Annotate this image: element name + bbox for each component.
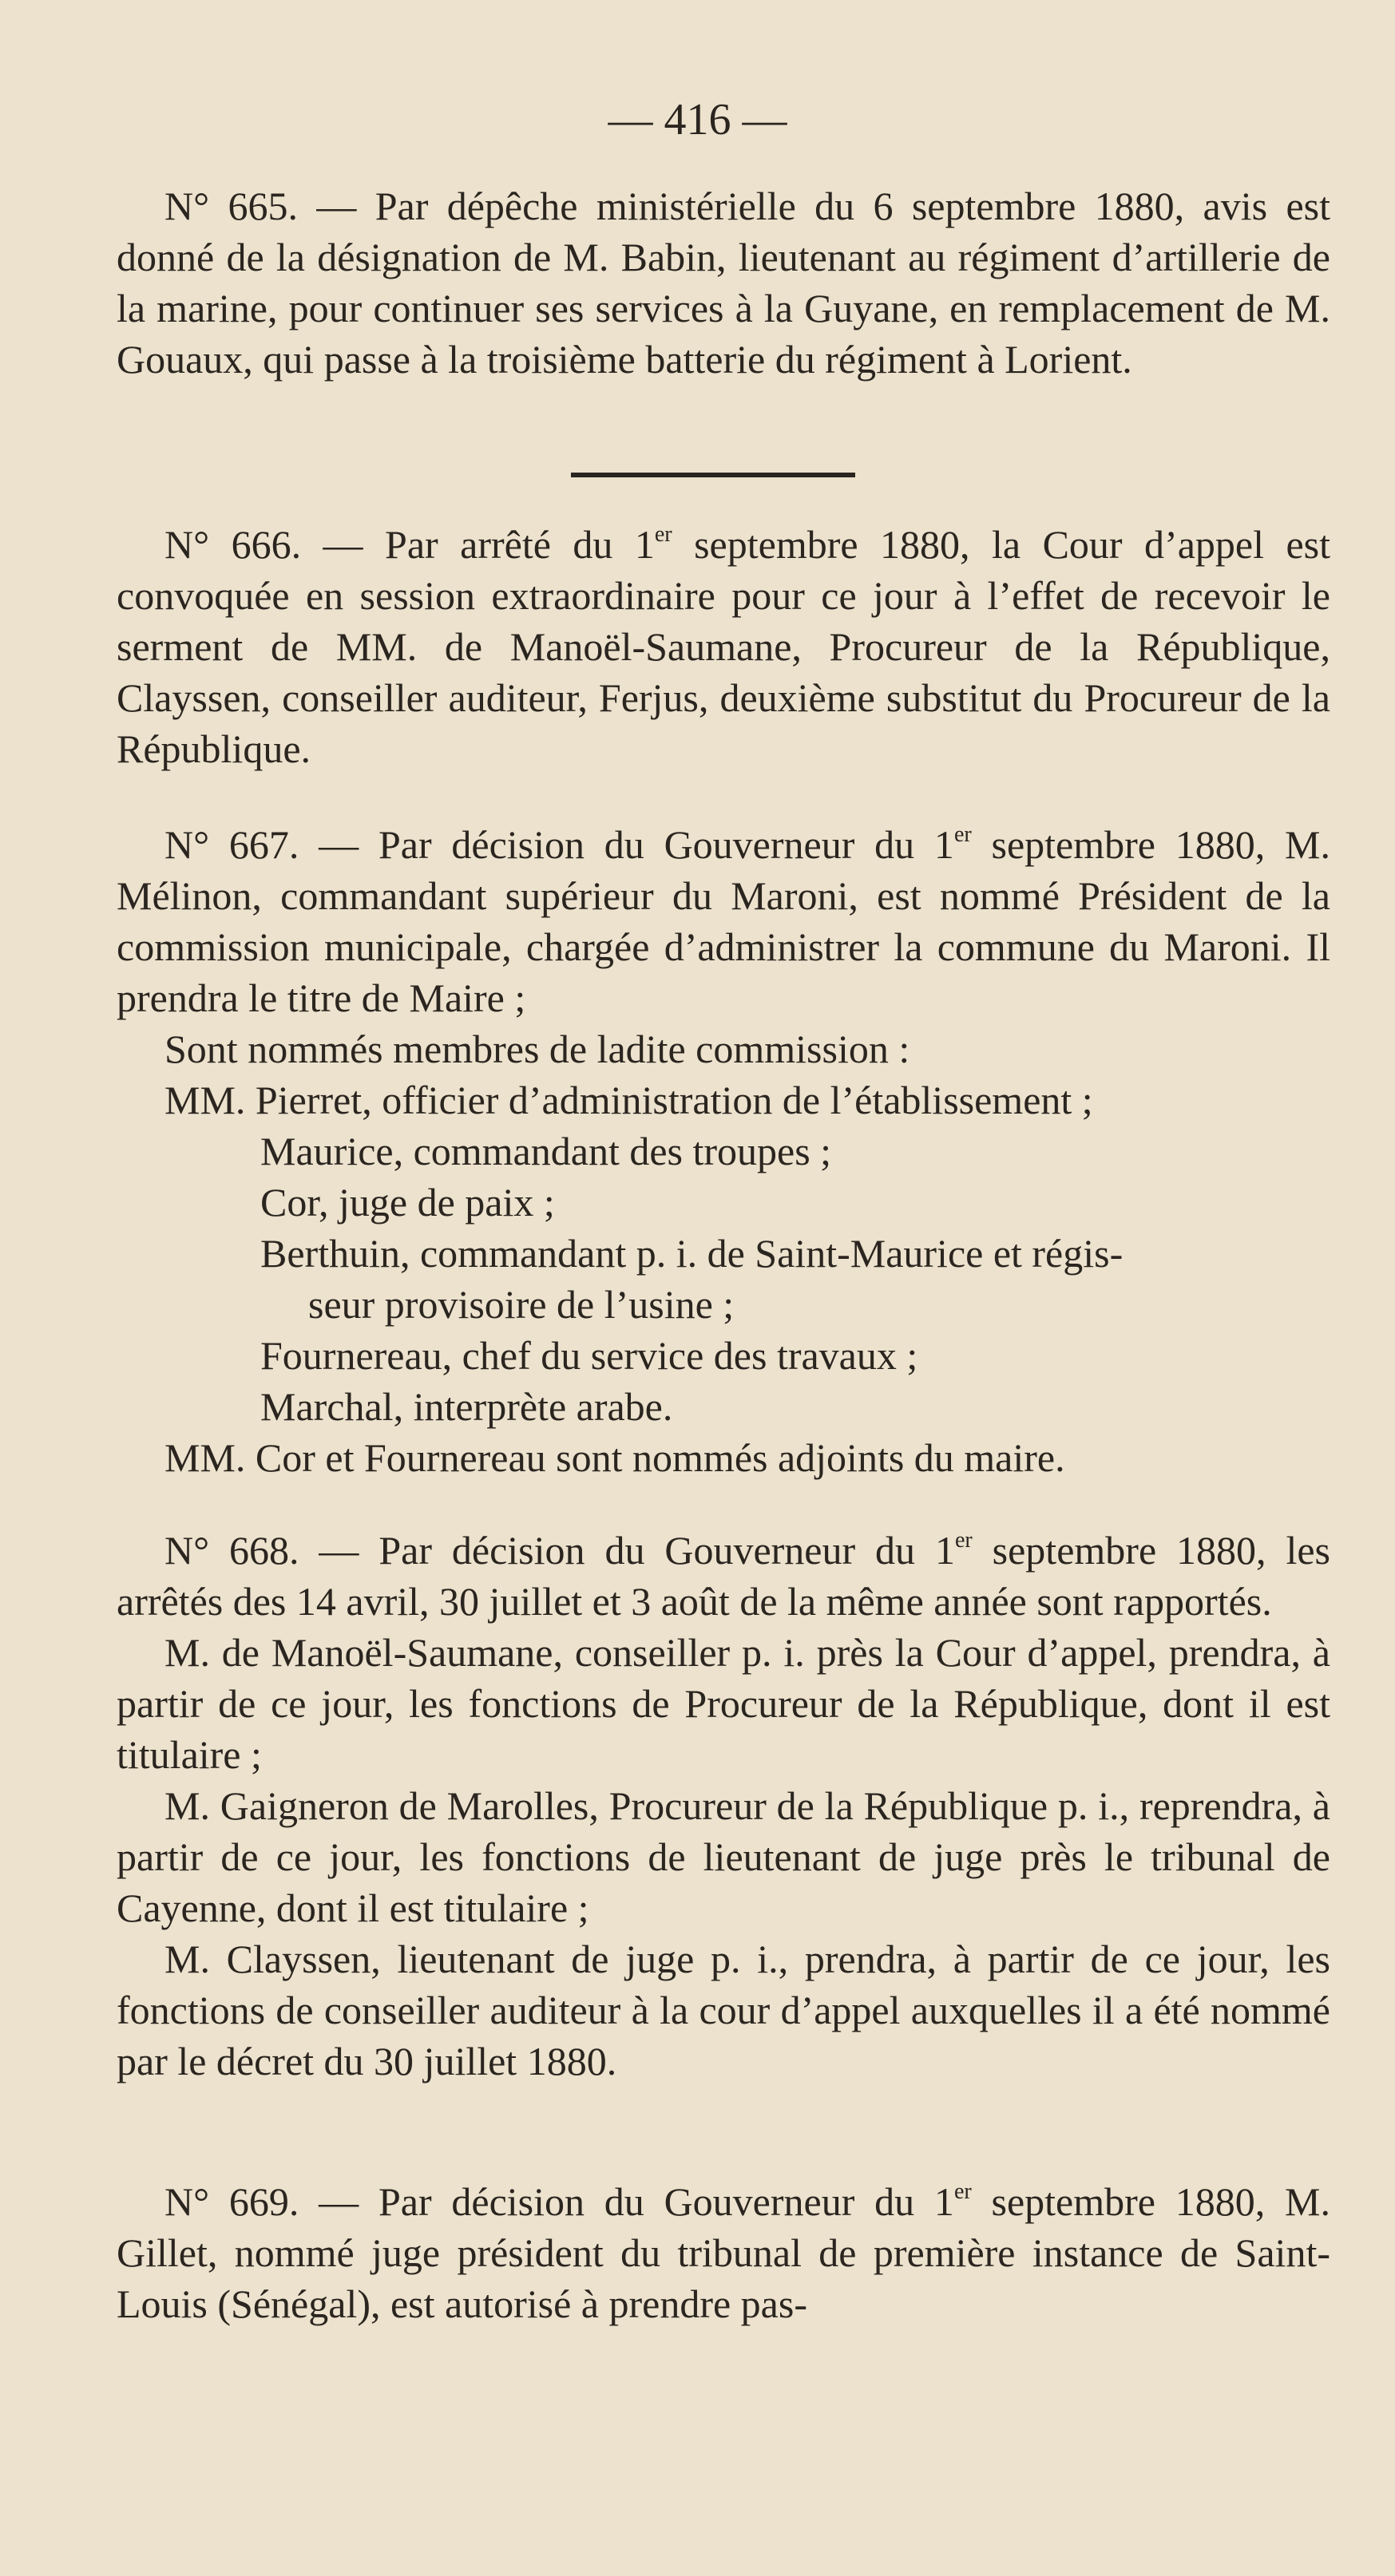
member-line-1: MM. Pierret, officier d’administration de l’établissement ; bbox=[164, 1078, 1093, 1122]
entry-666-sup: er bbox=[654, 522, 672, 547]
entry-667-sup: er bbox=[953, 822, 972, 847]
entry-668-text-b: septembre 1880, les arrêtés des 14 avril, 30 juillet et 3 août de la même année sont rapportés. bbox=[117, 1528, 1330, 1624]
entry-668 bbox=[117, 1525, 1330, 2087]
entry-667-text-b: septembre 1880, M. Mélinon, commandant supérieur du Maroni, est nommé Président de la commission municipale, chargée d’administrer la commune du Maroni. Il prendra le titre de Maire ; bbox=[117, 822, 1330, 1020]
entry-668-text-a: N° 668. — Par décision du Gouverneur du 1 bbox=[164, 1528, 955, 1573]
entry-669-text bbox=[117, 2176, 1330, 2329]
entry-669-sup: er bbox=[953, 2179, 972, 2204]
entry-669-text-b: septembre 1880, M. Gillet, nommé juge président du tribunal de première instance de Saint-Louis (Sénégal), est autorisé à prendre pas- bbox=[117, 2179, 1330, 2326]
entry-666-text bbox=[117, 519, 1330, 774]
entry-668-text bbox=[117, 1525, 1330, 1627]
entry-666 bbox=[117, 519, 1330, 774]
section-divider bbox=[571, 473, 855, 477]
entry-668-para-3: M. Gaigneron de Marolles, Procureur de la République p. i., reprendra, à partir de ce jour, les fonctions de lieutenant de juge près le tribunal de Cayenne, dont il est titulaire ; bbox=[117, 1783, 1330, 1930]
entry-667-text-a: N° 667. — Par décision du Gouverneur du 1 bbox=[164, 822, 954, 867]
page-number: — 416 — bbox=[608, 95, 787, 144]
entry-665 bbox=[117, 180, 1330, 385]
member-line-2: Maurice, commandant des troupes ; bbox=[260, 1129, 832, 1173]
adjoints-line: MM. Cor et Fournereau sont nommés adjoints du maire. bbox=[164, 1435, 1065, 1480]
entry-668-sup: er bbox=[954, 1528, 973, 1553]
entry-666-text-a: N° 666. — Par arrêté du 1 bbox=[164, 522, 655, 567]
member-line-4a: Berthuin, commandant p. i. de Saint-Maurice et régis- bbox=[260, 1231, 1124, 1276]
member-line-4b: seur provisoire de l’usine ; bbox=[308, 1282, 735, 1327]
entry-668-para-4: M. Clayssen, lieutenant de juge p. i., prendra, à partir de ce jour, les fonctions de conseiller auditeur à la cour d’appel auxquelles il a été nommé par le décret du 30 juillet 1880. bbox=[117, 1937, 1330, 2083]
members-intro: Sont nommés membres de ladite commission : bbox=[164, 1027, 910, 1071]
member-line-5: Fournereau, chef du service des travaux ; bbox=[260, 1333, 918, 1378]
member-line-3: Cor, juge de paix ; bbox=[260, 1180, 555, 1225]
member-line-6: Marchal, interprète arabe. bbox=[260, 1384, 673, 1429]
entry-667-text bbox=[117, 819, 1330, 1023]
entry-669-text-a: N° 669. — Par décision du Gouverneur du 1 bbox=[164, 2179, 954, 2224]
entry-669 bbox=[117, 2176, 1330, 2329]
entry-668-para-2: M. de Manoël-Saumane, conseiller p. i. près la Cour d’appel, prendra, à partir de ce jour, les fonctions de Procureur de la République, dont il est titulaire ; bbox=[117, 1630, 1330, 1777]
entry-665-text: N° 665. — Par dépêche ministérielle du 6 septembre 1880, avis est donné de la désignation de M. Babin, lieutenant au régiment d’artillerie de la marine, pour continuer ses services à la Guyane, en remplacement de M. Gouaux, qui passe à la troisième batterie du régiment à Lorient. bbox=[117, 184, 1330, 382]
entry-666-text-b: septembre 1880, la Cour d’appel est convoquée en session extraordinaire pour ce jour à l’effet de recevoir le serment de MM. de Manoël-Saumane, Procureur de la République, Clayssen, conseiller auditeur, Ferjus, deuxième substitut du Procureur de la République. bbox=[117, 522, 1330, 771]
entry-667 bbox=[117, 819, 1330, 1483]
